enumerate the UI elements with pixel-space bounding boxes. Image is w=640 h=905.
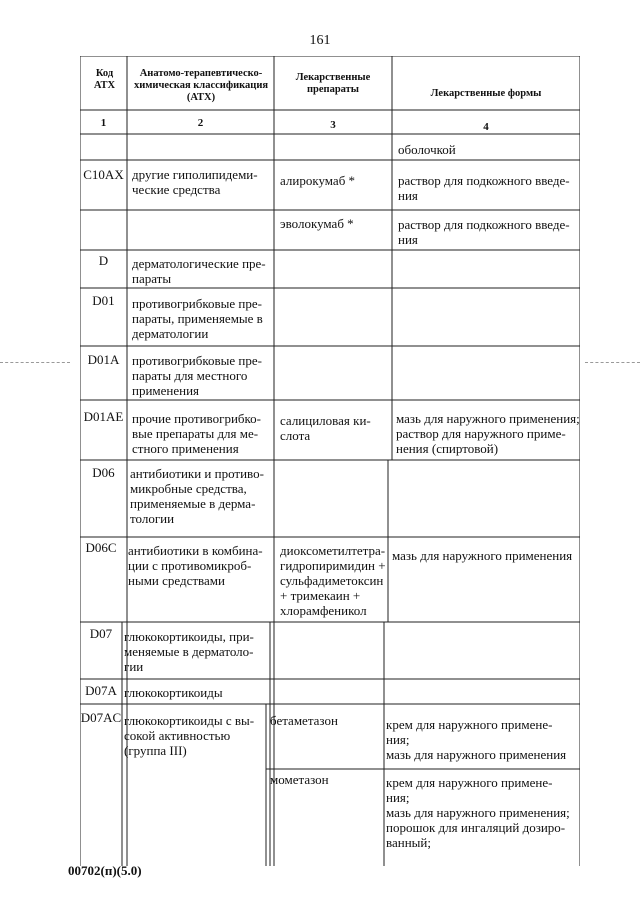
row-form: раствор для подкожного введе- ния bbox=[398, 173, 570, 203]
row-code: D07A bbox=[85, 683, 117, 698]
header-code: Код АТХ bbox=[93, 68, 116, 91]
document-code: 00702(п)(5.0) bbox=[68, 863, 142, 878]
row-drug: диоксометилтетра- гидропиримидин + сульфадиметоксин + тримекаин + хлорамфеникол bbox=[280, 543, 386, 618]
row-code: D06C bbox=[85, 540, 117, 555]
row-classification: прочие противогрибко- вые препараты для ме- стного применения bbox=[132, 411, 261, 456]
row-classification: глюкокортикоиды bbox=[124, 685, 223, 700]
row-classification: антибиотики и противо- микробные средства, применяемые в дерма- тологии bbox=[130, 466, 264, 526]
row-code: D07 bbox=[89, 626, 113, 641]
row-classification: противогрибковые пре- параты для местного применения bbox=[132, 353, 262, 398]
row-form: раствор для подкожного введе- ния bbox=[398, 217, 570, 247]
row-code: D01A bbox=[87, 352, 120, 367]
row-code: D01 bbox=[92, 293, 115, 308]
atc-table bbox=[80, 56, 580, 866]
row-drug: бетаметазон bbox=[270, 713, 338, 728]
row-form: крем для наружного примене- ния; мазь для наружного применения bbox=[386, 717, 567, 762]
row-code: D06 bbox=[92, 465, 115, 480]
row-classification: противогрибковые пре- параты, применяемые в дерматологии bbox=[132, 296, 263, 341]
header-drugs: Лекарственные препараты bbox=[295, 72, 371, 95]
header-forms: Лекарственные формы bbox=[430, 88, 542, 99]
row-classification: глюкокортикоиды, при- меняемые в дерматоло- гии bbox=[124, 629, 254, 674]
margin-mark bbox=[0, 362, 70, 363]
row-code: D01AE bbox=[83, 409, 124, 424]
column-number-4: 4 bbox=[483, 121, 489, 133]
page-number: 161 bbox=[309, 33, 331, 48]
row-classification: дерматологические пре- параты bbox=[132, 256, 266, 286]
row-classification: глюкокортикоиды с вы- сокой активностью (группа III) bbox=[124, 713, 255, 758]
column-number-1: 1 bbox=[100, 117, 107, 129]
row-form: мазь для наружного применения bbox=[392, 548, 573, 563]
row-classification: антибиотики в комбина- ции с противомикроб- ными средствами bbox=[128, 543, 263, 588]
row-drug: алирокумаб * bbox=[280, 173, 356, 188]
row-code: C10AX bbox=[83, 167, 124, 182]
row-form: оболочкой bbox=[398, 142, 456, 157]
row-form: мазь для наружного применения; раствор для наружного приме- нения (спиртовой) bbox=[396, 411, 580, 456]
row-drug: эволокумаб * bbox=[280, 216, 354, 231]
column-number-2: 2 bbox=[197, 117, 204, 129]
header-classification: Анатомо-терапевтическо- химическая классификация (АТХ) bbox=[133, 68, 269, 103]
row-code: D bbox=[98, 253, 109, 268]
row-drug: мометазон bbox=[270, 772, 329, 787]
margin-mark bbox=[585, 362, 640, 363]
column-number-3: 3 bbox=[330, 119, 336, 131]
row-classification: другие гиполипидеми- ческие средства bbox=[132, 167, 258, 197]
row-code: D07AC bbox=[80, 710, 122, 725]
row-drug: салициловая ки- слота bbox=[280, 413, 371, 443]
row-form: крем для наружного примене- ния; мазь для наружного применения; порошок для ингаляций дозиро- ванный; bbox=[386, 775, 570, 850]
